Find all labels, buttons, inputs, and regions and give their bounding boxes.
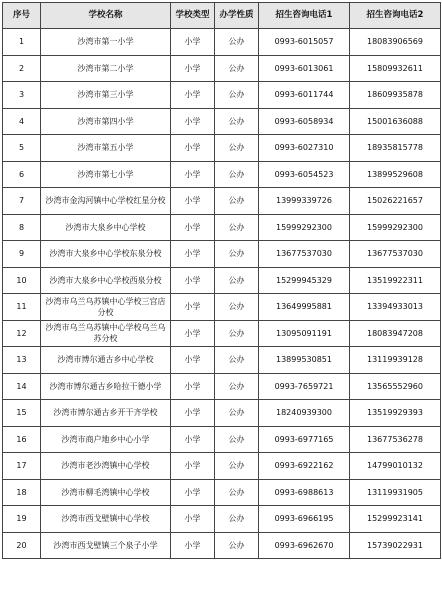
cell-school-name: 沙湾市第一小学 [41,29,171,56]
cell-phone-2: 18083947208 [350,320,441,347]
cell-school-type: 小学 [171,506,215,533]
header-index: 序号 [3,3,41,29]
cell-index: 11 [3,294,41,321]
table-row [3,241,441,268]
header-school-name: 学校名称 [41,3,171,29]
cell-school-name: 沙湾市乌兰乌苏镇中心学校乌兰乌苏分校 [41,320,171,347]
cell-phone-2: 13565552960 [350,373,441,400]
table-row [3,135,441,162]
cell-index: 14 [3,373,41,400]
cell-phone-1: 0993-6962670 [259,532,350,559]
table-row [3,532,441,559]
cell-phone-1: 13095091191 [259,320,350,347]
cell-phone-1: 15299945329 [259,267,350,294]
cell-school-nature: 公办 [215,294,259,321]
cell-phone-2: 13119931905 [350,479,441,506]
cell-phone-2: 13519929393 [350,400,441,427]
cell-school-name: 沙湾市第五小学 [41,135,171,162]
cell-school-type: 小学 [171,267,215,294]
cell-phone-1: 0993-6966195 [259,506,350,533]
header-school-type: 学校类型 [171,3,215,29]
cell-phone-2: 15999292300 [350,214,441,241]
cell-school-type: 小学 [171,426,215,453]
table-row [3,426,441,453]
cell-index: 3 [3,82,41,109]
cell-phone-2: 13899529608 [350,161,441,188]
table-row [3,506,441,533]
cell-index: 1 [3,29,41,56]
cell-phone-1: 0993-6977165 [259,426,350,453]
cell-phone-1: 13899530851 [259,347,350,374]
cell-school-type: 小学 [171,453,215,480]
table-header-row [3,3,441,29]
cell-school-name: 沙湾市博尔通古乡开干齐学校 [41,400,171,427]
cell-index: 12 [3,320,41,347]
cell-index: 6 [3,161,41,188]
header-phone-1: 招生咨询电话1 [259,3,350,29]
cell-school-name: 沙湾市博尔通古乡哈拉干德小学 [41,373,171,400]
table-row [3,29,441,56]
cell-school-nature: 公办 [215,82,259,109]
cell-school-type: 小学 [171,29,215,56]
cell-index: 4 [3,108,41,135]
cell-phone-2: 13394933013 [350,294,441,321]
cell-index: 5 [3,135,41,162]
table-row [3,453,441,480]
cell-phone-1: 0993-6011744 [259,82,350,109]
cell-school-name: 沙湾市第二小学 [41,55,171,82]
cell-school-nature: 公办 [215,135,259,162]
header-school-nature: 办学性质 [215,3,259,29]
header-phone-2: 招生咨询电话2 [350,3,441,29]
table-row [3,214,441,241]
cell-index: 10 [3,267,41,294]
school-table-container [2,2,440,559]
cell-phone-1: 13999339726 [259,188,350,215]
cell-school-nature: 公办 [215,55,259,82]
cell-phone-1: 0993-6054523 [259,161,350,188]
cell-index: 7 [3,188,41,215]
cell-index: 13 [3,347,41,374]
table-row [3,400,441,427]
cell-school-type: 小学 [171,214,215,241]
cell-phone-2: 13119939128 [350,347,441,374]
table-row [3,373,441,400]
table-row [3,347,441,374]
cell-index: 17 [3,453,41,480]
cell-index: 2 [3,55,41,82]
cell-index: 8 [3,214,41,241]
cell-school-nature: 公办 [215,426,259,453]
table-row [3,82,441,109]
cell-school-type: 小学 [171,400,215,427]
cell-school-name: 沙湾市第三小学 [41,82,171,109]
cell-school-type: 小学 [171,241,215,268]
cell-school-nature: 公办 [215,29,259,56]
cell-school-nature: 公办 [215,267,259,294]
cell-school-name: 沙湾市第四小学 [41,108,171,135]
cell-phone-2: 18935815778 [350,135,441,162]
cell-phone-1: 0993-6922162 [259,453,350,480]
cell-phone-1: 0993-6058934 [259,108,350,135]
cell-school-name: 沙湾市第七小学 [41,161,171,188]
cell-phone-2: 15026221657 [350,188,441,215]
cell-school-name: 沙湾市西戈壁镇中心学校 [41,506,171,533]
cell-school-name: 沙湾市柳毛湾镇中心学校 [41,479,171,506]
table-row [3,108,441,135]
cell-index: 19 [3,506,41,533]
cell-school-nature: 公办 [215,373,259,400]
cell-school-nature: 公办 [215,214,259,241]
cell-index: 15 [3,400,41,427]
cell-phone-1: 0993-6013061 [259,55,350,82]
cell-school-nature: 公办 [215,320,259,347]
cell-school-type: 小学 [171,373,215,400]
cell-school-nature: 公办 [215,161,259,188]
cell-school-nature: 公办 [215,347,259,374]
cell-school-name: 沙湾市西戈壁镇三个泉子小学 [41,532,171,559]
cell-phone-2: 15001636088 [350,108,441,135]
table-row [3,161,441,188]
cell-index: 20 [3,532,41,559]
table-row [3,294,441,321]
table-row [3,320,441,347]
table-row [3,267,441,294]
cell-school-type: 小学 [171,294,215,321]
cell-phone-1: 13649995881 [259,294,350,321]
cell-school-type: 小学 [171,347,215,374]
cell-phone-2: 13677537030 [350,241,441,268]
cell-school-name: 沙湾市大泉乡中心学校东泉分校 [41,241,171,268]
cell-school-name: 沙湾市商户地乡中心小学 [41,426,171,453]
cell-school-type: 小学 [171,479,215,506]
cell-school-type: 小学 [171,55,215,82]
cell-school-nature: 公办 [215,400,259,427]
cell-phone-2: 13677536278 [350,426,441,453]
cell-school-nature: 公办 [215,188,259,215]
cell-school-nature: 公办 [215,479,259,506]
cell-phone-1: 0993-7659721 [259,373,350,400]
cell-index: 9 [3,241,41,268]
cell-school-type: 小学 [171,82,215,109]
cell-phone-2: 15809932611 [350,55,441,82]
cell-school-type: 小学 [171,320,215,347]
cell-phone-1: 0993-6015057 [259,29,350,56]
cell-phone-2: 18083906569 [350,29,441,56]
table-row [3,188,441,215]
cell-phone-1: 0993-6027310 [259,135,350,162]
cell-school-type: 小学 [171,135,215,162]
cell-school-nature: 公办 [215,532,259,559]
cell-phone-2: 15299923141 [350,506,441,533]
cell-school-nature: 公办 [215,241,259,268]
cell-phone-1: 0993-6988613 [259,479,350,506]
cell-phone-2: 14799010132 [350,453,441,480]
table-row [3,479,441,506]
cell-school-type: 小学 [171,188,215,215]
cell-school-nature: 公办 [215,453,259,480]
cell-index: 18 [3,479,41,506]
cell-school-name: 沙湾市大泉乡中心学校 [41,214,171,241]
cell-school-nature: 公办 [215,506,259,533]
cell-phone-1: 15999292300 [259,214,350,241]
cell-index: 16 [3,426,41,453]
cell-school-nature: 公办 [215,108,259,135]
cell-phone-2: 18609935878 [350,82,441,109]
cell-school-name: 沙湾市金沟河镇中心学校红星分校 [41,188,171,215]
cell-school-type: 小学 [171,108,215,135]
cell-school-name: 沙湾市博尔通古乡中心学校 [41,347,171,374]
cell-school-type: 小学 [171,161,215,188]
cell-school-type: 小学 [171,532,215,559]
school-enrollment-table [2,2,441,559]
cell-school-name: 沙湾市乌兰乌苏镇中心学校三宫店分校 [41,294,171,321]
cell-phone-2: 13519922311 [350,267,441,294]
cell-phone-2: 15739022931 [350,532,441,559]
cell-school-name: 沙湾市大泉乡中心学校西泉分校 [41,267,171,294]
cell-phone-1: 18240939300 [259,400,350,427]
table-row [3,55,441,82]
cell-school-name: 沙湾市老沙湾镇中心学校 [41,453,171,480]
cell-phone-1: 13677537030 [259,241,350,268]
